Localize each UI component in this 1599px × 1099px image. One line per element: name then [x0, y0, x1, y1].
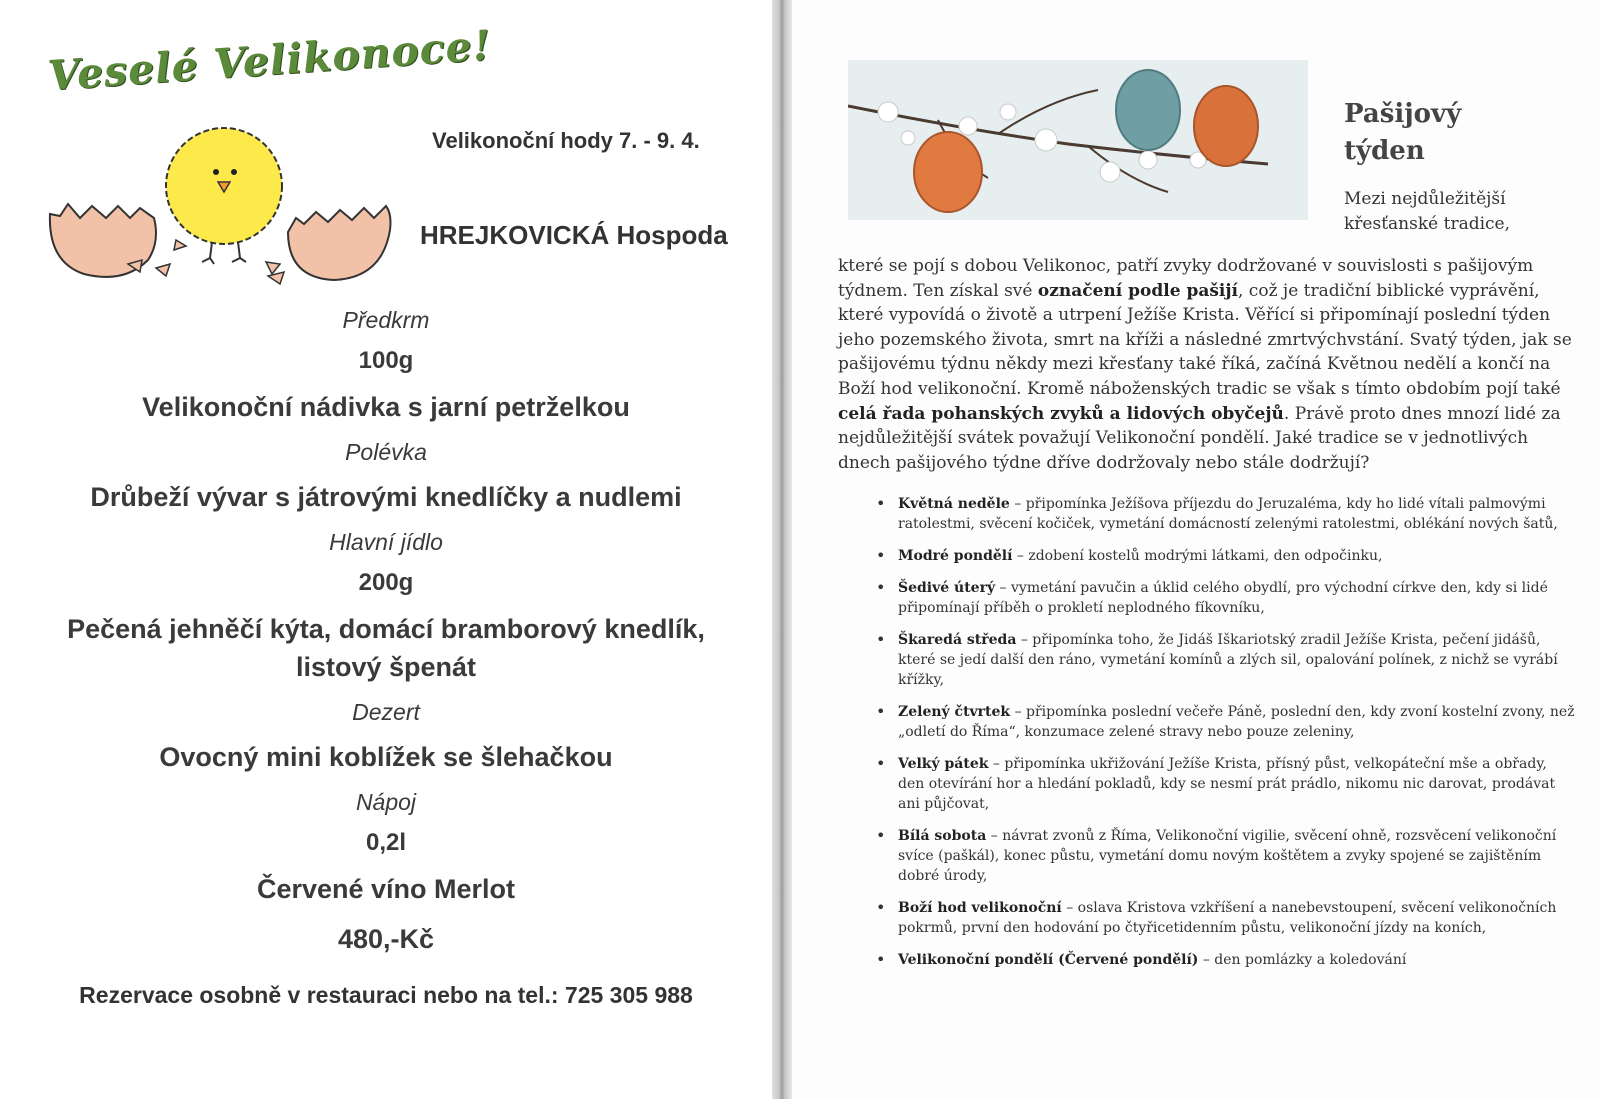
list-item: [876, 702, 1576, 742]
shell-fragment: [174, 240, 186, 250]
drink: Červené víno Merlot: [256, 874, 516, 904]
main-amount: 200g: [358, 569, 414, 596]
course-label-starter: Předkrm: [342, 307, 430, 333]
tradition-text: – návrat zvonů z Říma, Velikonoční vigilie, svěcení ohně, rozsvěcení velikonoční svíce (paškál), konec půstu, vymetání domu novým koštětem a zvyky spojené se zajištěním dobré úrody,: [898, 828, 1557, 884]
chick-legs: [202, 242, 246, 264]
hatching-chick-illustration: [44, 122, 396, 288]
course-label-dessert: Dezert: [352, 699, 420, 725]
tradition-day: Velikonoční pondělí (Červené pondělí): [898, 952, 1199, 968]
teal-egg: [1116, 70, 1180, 150]
intro-text-1: které se pojí s dobou Velikonoc, patří zvyky dodržované v souvislosti s pašijovým týdnem. Ten získal své: [838, 256, 1534, 301]
orange-egg-left: [914, 132, 982, 212]
shell-fragment: [268, 272, 284, 284]
soup-dish: Drůbeží vývar s játrovými knedlíčky a nudlemi: [90, 482, 682, 512]
list-item: [876, 950, 1576, 970]
starter-amount: 100g: [358, 347, 414, 374]
drink-amount: 0,2l: [365, 829, 407, 856]
tradition-text: – připomínka toho, že Jidáš Iškariotský zradil Ježíše Krista, pečení jidášů, které se jedí další den ráno, vymetání komínů a zlých sil, opalování polínek, z nichž se vyrábí křížky,: [898, 632, 1558, 688]
course-label-main: Hlavní jídlo: [329, 529, 443, 555]
menu-flyer-page: [0, 0, 772, 1099]
tradition-text: – vymetání pavučin a úklid celého obydlí, pro východní církve den, kdy si lidé připomínají příběh o prokletí neplodného fíkovníku,: [898, 580, 1548, 616]
list-item: [876, 754, 1576, 814]
article-title-line2: týden: [1344, 136, 1425, 166]
list-item: [876, 898, 1576, 938]
list-item: [876, 546, 1576, 566]
tradition-text: – zdobení kostelů modrými látkami, den odpočinku,: [1012, 548, 1383, 564]
intro-lead: Mezi nejdůležitější křesťanské tradice,: [1344, 189, 1511, 234]
page-fold: [772, 0, 792, 1099]
tradition-text: – připomínka poslední večeře Páně, poslední den, kdy zvoní kostelní zvony, než „odletí do Říma“, konzumace zelené stravy nebo pouze zeleniny,: [898, 704, 1575, 740]
menu-price: 480,-Kč: [337, 924, 435, 954]
easter-menu: [0, 306, 772, 958]
reservation-info: Rezervace osobně v restauraci nebo na tel.: 725 305 988: [79, 982, 693, 1008]
tradition-text: – připomínka ukřižování Ježíše Krista, přísný půst, velkopáteční mše a obřady, den otevírání hor a hledání pokladů, kdy se nesmí prát prádlo, nikomu nic darovat, prodávat ani půjčovat,: [898, 756, 1556, 812]
tradition-text: – připomínka Ježíšova příjezdu do Jeruzaléma, kdy ho lidé vítali palmovými ratolestmi, svěcení kočiček, vymetání domácností zelenými ratolestmi, oblékání nových šatů,: [898, 496, 1558, 532]
tradition-day: Zelený čtvrtek: [898, 704, 1011, 720]
shell-fragment: [266, 262, 280, 274]
tradition-text: – den pomlázky a koledování: [1198, 952, 1407, 968]
tradition-day: Velký pátek: [898, 756, 989, 772]
tradition-day: Boží hod velikonoční: [898, 900, 1062, 916]
right-eggshell: [288, 206, 391, 280]
intro-text-3: . Právě proto dnes mnozí lidé za nejdůležitější svátek považují Velikonoční pondělí. Jaké tradice se v jednotlivých dnech pašijového týdne dříve dodržovaly nebo stále dodržují?: [838, 403, 1561, 473]
dessert-dish: Ovocný mini koblížek se šlehačkou: [159, 742, 613, 772]
chick-eye-right: [231, 169, 237, 175]
greeting-heading: Veselé Velikonoce!: [46, 21, 494, 100]
article-title: [1344, 96, 1461, 170]
shell-fragment: [156, 264, 170, 276]
starter-dish: Velikonoční nádivka s jarní petrželkou: [142, 392, 630, 422]
course-label-soup: Polévka: [345, 439, 427, 465]
course-label-drink: Nápoj: [355, 789, 417, 815]
tradition-day: Květná neděle: [898, 496, 1010, 512]
tradition-day: Bílá sobota: [898, 828, 987, 844]
traditions-list: [876, 494, 1576, 982]
intro-paragraph: [838, 254, 1578, 475]
list-item: [876, 826, 1576, 886]
list-item: [876, 630, 1576, 690]
main-dish-line1: Pečená jehněčí kýta, domácí bramborový knedlík,: [67, 614, 705, 644]
list-item: [876, 578, 1576, 618]
venue-name: HREJKOVICKÁ Hospoda: [420, 220, 728, 250]
event-dates: Velikonoční hody 7. - 9. 4.: [432, 128, 700, 153]
intro-bold-1: označení podle pašijí: [1037, 280, 1238, 301]
easter-eggs-photo: [848, 60, 1308, 220]
tradition-day: Modré pondělí: [898, 548, 1013, 564]
orange-egg-right: [1194, 86, 1258, 166]
tradition-day: Škaredá středa: [898, 632, 1017, 648]
intro-bold-2: celá řada pohanských zvyků a lidových obyčejů: [838, 403, 1284, 424]
intro-text-2: , což je tradiční biblické vyprávění, které vypovídá o životě a utrpení Ježíše Krista. Věřící si připomínají poslední týden jeho pozemského života, smrt na kříži a následné zmrtvýchvstání. Svatý týden, jak se pašijovému týdnu někdy mezi křesťany také říká, začíná Květnou nedělí a končí na Boží hod velikonoční. Kromě náboženských tradic se však s tímto obdobím pojí také: [838, 280, 1572, 399]
tradition-day: Šedivé úterý: [898, 580, 996, 596]
tradition-text: – oslava Kristova vzkříšení a nanebevstoupení, svěcení velikonočních pokrmů, první den hodování po čtyřicetidenním půstu, velikonoční jízdy na koních,: [898, 900, 1557, 936]
list-item: [876, 494, 1576, 534]
article-page: [792, 0, 1599, 1099]
chick-eye-left: [213, 169, 219, 175]
article-title-line1: Pašijový: [1344, 99, 1462, 129]
main-dish-line2: listový špenát: [295, 652, 477, 682]
